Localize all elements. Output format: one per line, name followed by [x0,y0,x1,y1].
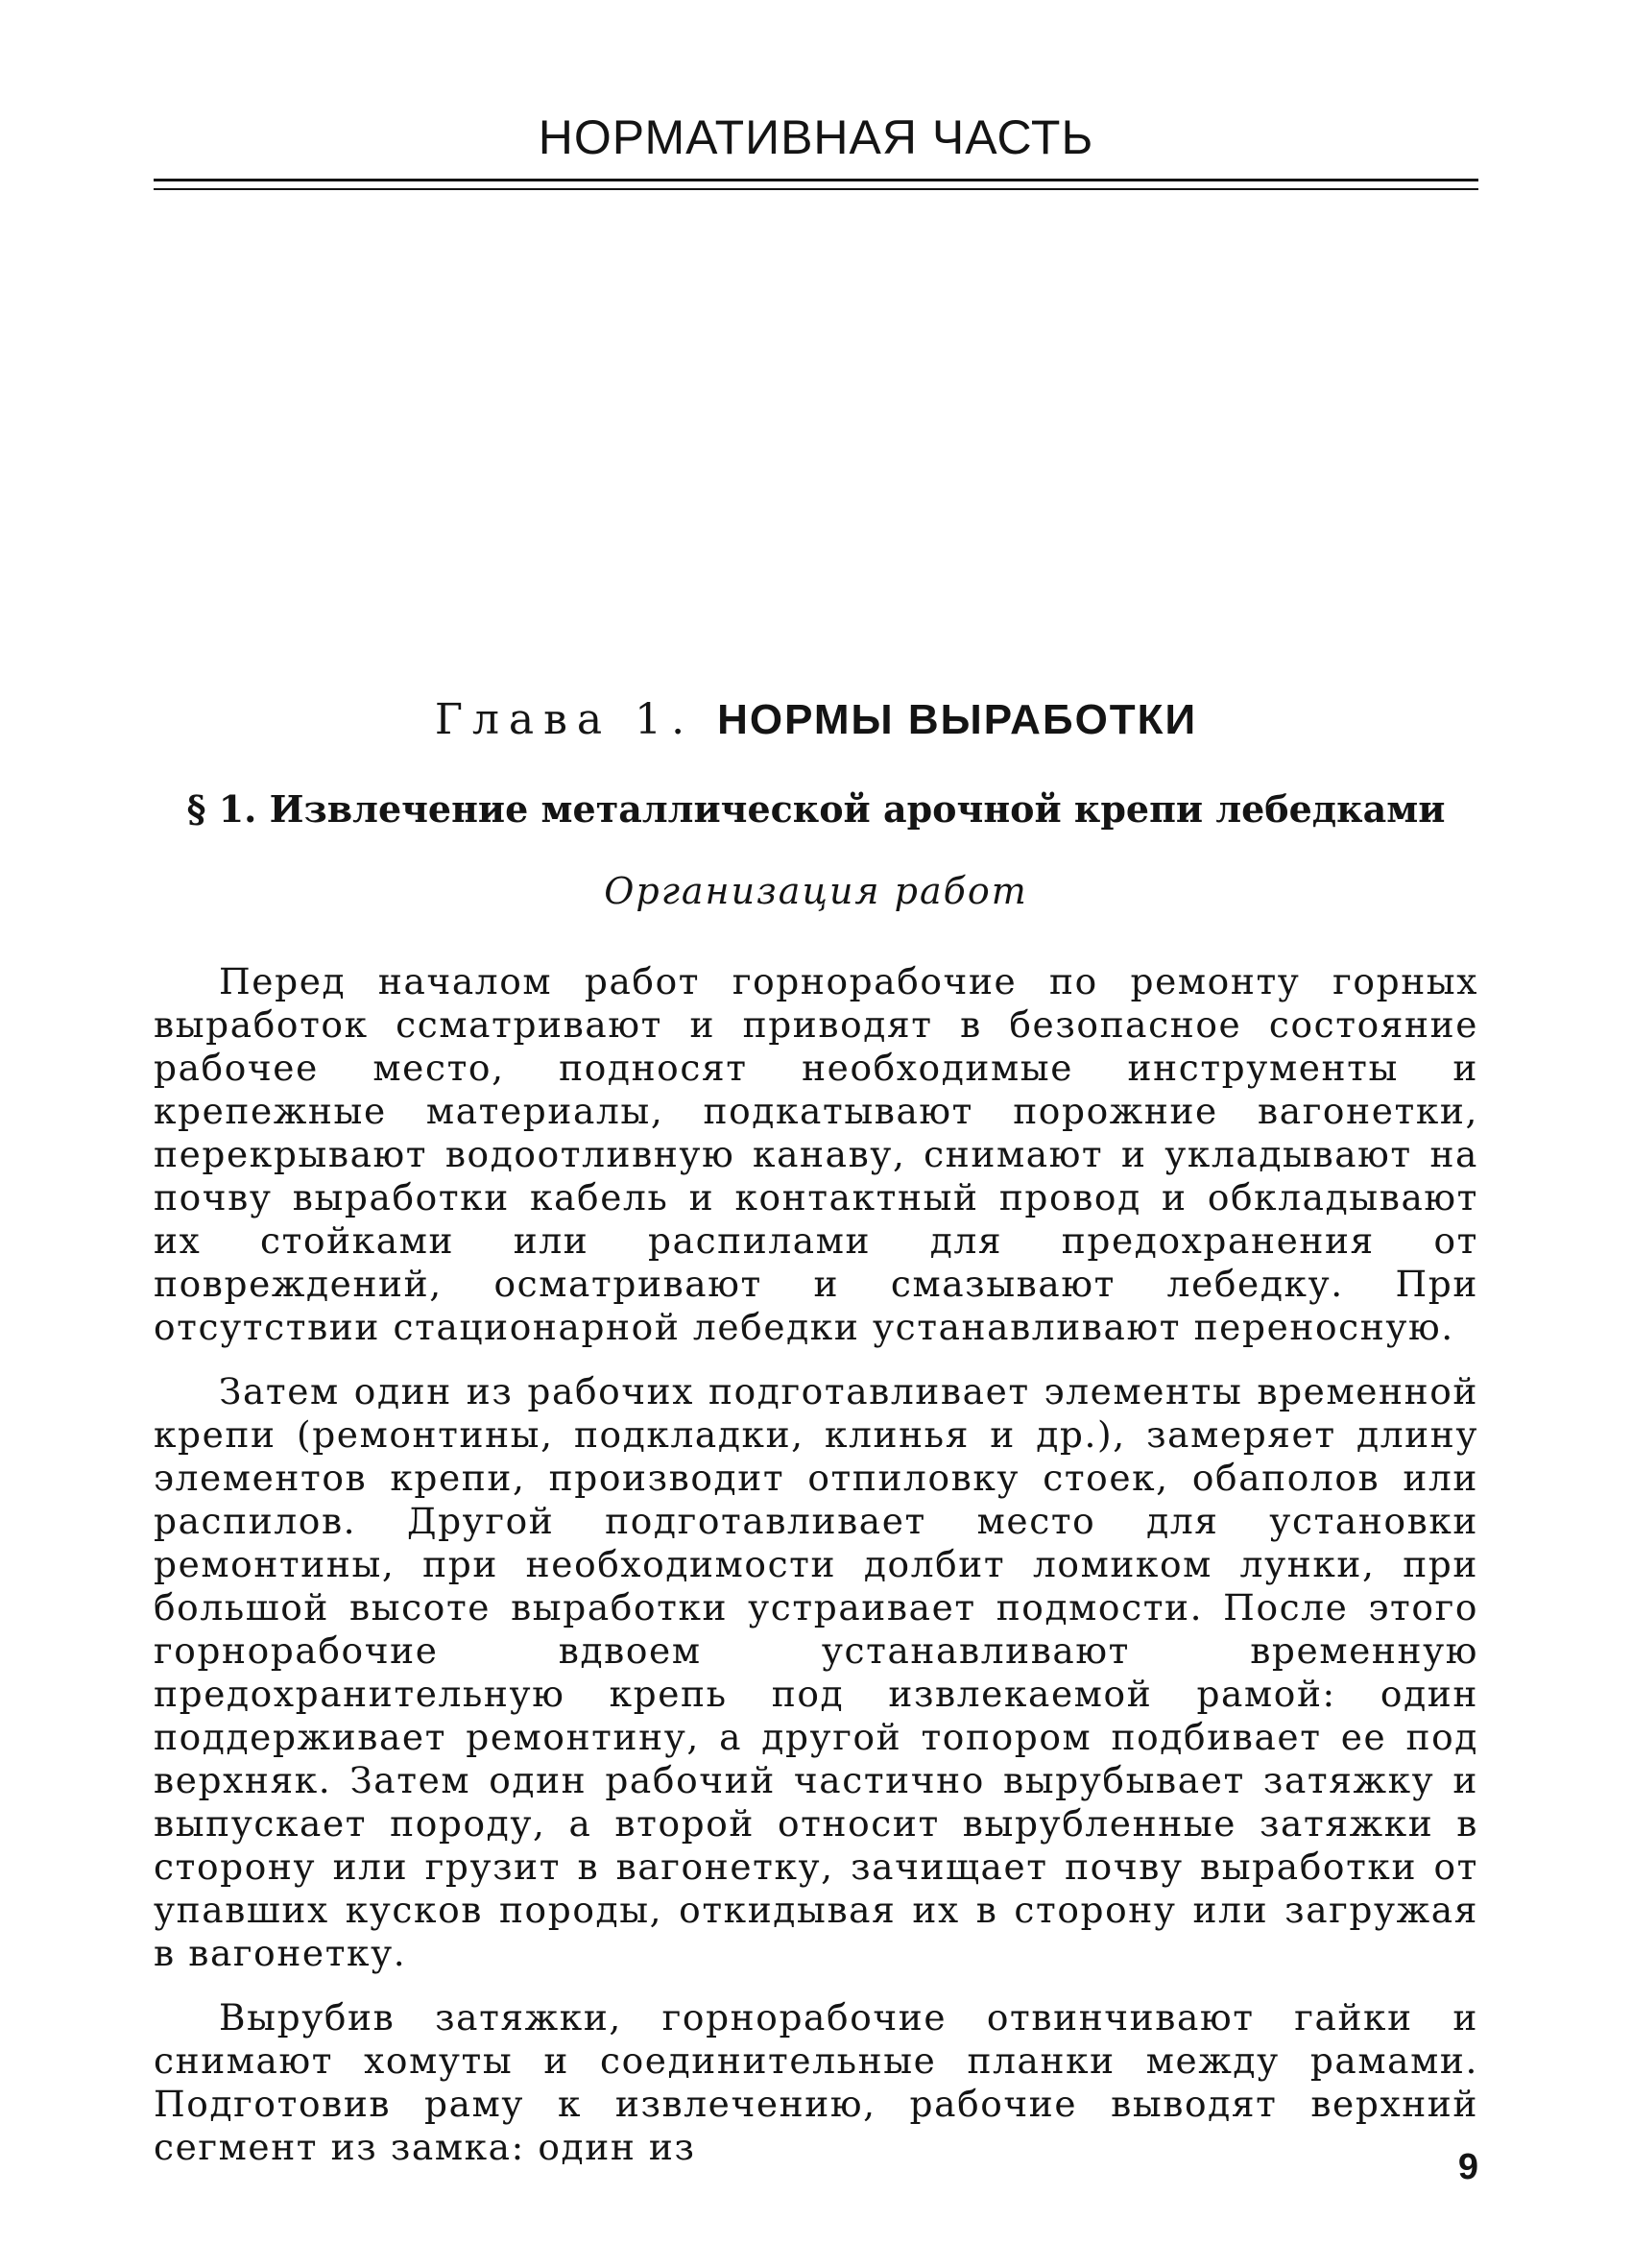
body-text [154,960,1478,2190]
chapter-title: НОРМЫ ВЫРАБОТКИ [717,696,1198,743]
paragraph: Затем один из рабочих подготавливает элементы временной крепи (ремонтины, подкладки, клинья и др.), замеряет длину элементов крепи, производит отпиловку стоек, обаполов или распилов. Другой подготавливает место для установки ремонтины, при необходимости долбит ломиком лунки, при большой высоте выработки устраивает подмости. После этого горнорабочие вдвоем устанавливают временную предохранительную крепь под извлекаемой рамой: один поддерживает ремонтину, а другой топором подбивает ее под верхняк. Затем один рабочий частично вырубывает затяжку и выпускает породу, а второй относит вырубленные затяжки в сторону или грузит в вагонетку, зачищает почву выработки от упавших кусков породы, откидывая их в сторону или загружая в вагонетку. [154,1370,1478,1974]
header-rule-bottom [154,188,1478,190]
section-title: § 1. Извлечение металлической арочной крепи лебедками [186,787,1446,831]
chapter-heading [154,695,1478,746]
running-head: НОРМАТИВНАЯ ЧАСТЬ [538,110,1094,164]
chapter-label: Глава 1. [434,695,695,744]
paragraph: Перед началом работ горнорабочие по ремонту горных выработок ссматривают и приводят в безопасное состояние рабочее место, подносят необходимые инструменты и крепежные материалы, подкатывают порожние вагонетки, перекрывают водоотливную канаву, снимают и укладывают на почву выработки кабель и контактный провод и обкладывают их стойками или распилами для предохранения от повреждений, осматривают и смазывают лебедку. При отсутствии стационарной лебедки устанавливают переносную. [154,960,1478,1348]
header-rule-top [154,179,1478,181]
page-number: 9 [1457,2147,1478,2187]
paragraph: Вырубив затяжки, горнорабочие отвинчивают гайки и снимают хомуты и соединительные планки между рамами. Подготовив раму к извлечению, рабочие выводят верхний сегмент из замка: один из [154,1996,1478,2168]
subsection-title: Организация работ [604,870,1028,912]
